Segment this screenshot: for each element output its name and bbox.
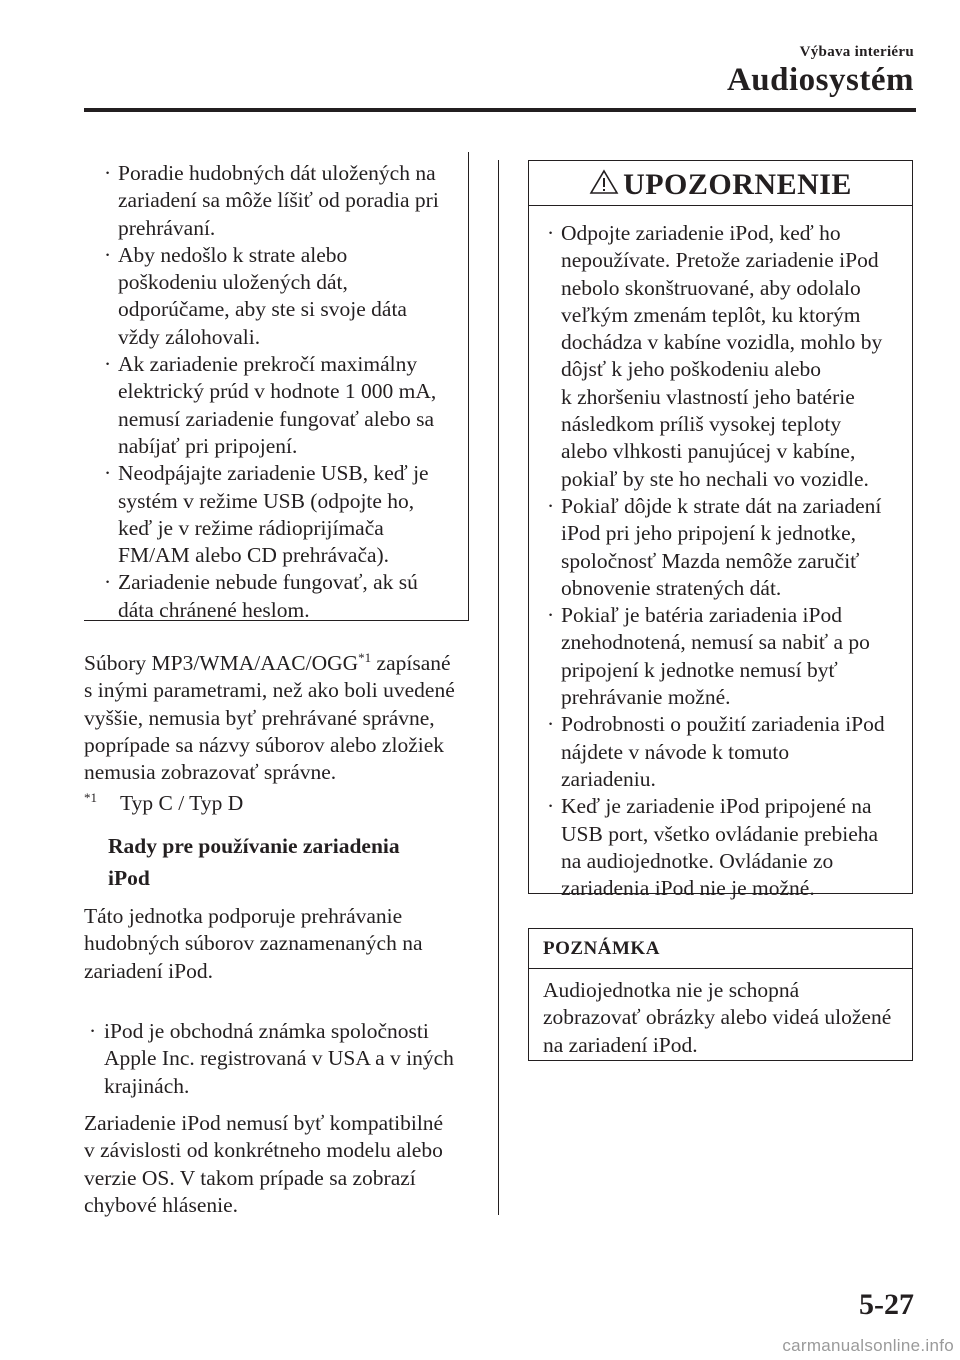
text-fragment: Súbory MP3/WMA/AAC/OGG <box>84 651 359 675</box>
text-line: s inými parametrami, než ako boli uvedené <box>84 678 455 703</box>
text-line: pokiaľ by ste ho nechali vo vozidle. <box>561 466 869 491</box>
text-line: nájdete v návode k tomuto <box>561 739 790 764</box>
warning-triangle-icon <box>589 169 619 195</box>
text-line: zariadení iPod. <box>84 958 213 983</box>
text-line: prehrávaní. <box>118 215 216 240</box>
bullet-dot-icon: · <box>104 352 112 377</box>
text-line: odporúčame, aby ste si svoje dáta <box>118 297 407 322</box>
text-line: nemusí zariadenie fungovať alebo sa <box>118 406 435 431</box>
text-line: vždy zálohovali. <box>118 324 261 349</box>
text-line: Podrobnosti o použití zariadenia iPod <box>561 712 885 737</box>
text-line: zobrazovať obrázky alebo videá uložené <box>543 1005 892 1030</box>
watermark: carmanualsonline.info <box>782 1336 954 1355</box>
text-line: iPod pri jeho pripojení k jednotke, <box>561 521 856 546</box>
text-line: k zhoršeniu vlastností jeho batérie <box>561 384 855 409</box>
footnote-mark: *1 <box>84 789 97 805</box>
text-line: hudobných súborov zaznamenaných na <box>84 931 423 956</box>
text-line: Audiojednotka nie je schopná <box>543 978 800 1002</box>
trademark-bullet <box>84 1018 484 1100</box>
bullet-dot-icon: · <box>89 1019 97 1043</box>
header-title: Audiosystém <box>726 62 914 98</box>
bullet-dot-icon: · <box>547 712 555 737</box>
text-line: pripojení k jednotke nemusí byť <box>561 657 838 682</box>
bullet-dot-icon: · <box>547 493 555 518</box>
caution-title: UPOZORNENIE <box>623 168 852 201</box>
caution-bullet-list <box>529 206 912 902</box>
text-line: nepoužívate. Pretože zariadenie iPod <box>561 248 879 273</box>
text-line: nebolo skonštruované, aby odolalo <box>561 275 861 300</box>
text-line: elektrický prúd v hodnote 1 000 mA, <box>118 379 437 404</box>
text-line: zariadenia iPod nie je možné. <box>561 876 815 901</box>
header-subtitle: Výbava interiéru <box>799 44 914 60</box>
text-line: v závislosti od konkrétneho modelu alebo <box>84 1138 443 1163</box>
bullet-dot-icon: · <box>104 242 112 267</box>
text-fragment: zapísané <box>371 651 451 675</box>
text-line: zariadení sa môže líšiť od poradia pri <box>118 188 439 213</box>
note-bullet-item <box>84 460 468 569</box>
section-title-line: iPod <box>108 866 150 890</box>
caution-bullet-item <box>529 220 912 493</box>
text-line: Neodpájajte zariadenie USB, keď je <box>118 461 429 486</box>
text-line: systém v režime USB (odpojte ho, <box>118 488 415 513</box>
section-title-line: Rady pre používanie zariadenia <box>108 834 400 858</box>
note-box-left <box>84 152 469 621</box>
files-paragraph <box>84 650 484 786</box>
text-line: chybové hlásenie. <box>84 1192 239 1217</box>
trademark-note <box>84 1018 484 1100</box>
text-line: nemusia zobrazovať správne. <box>84 760 337 785</box>
caution-bullet-item <box>529 711 912 793</box>
footnote-text: Typ C / Typ D <box>120 791 244 815</box>
note-bullet-item <box>84 569 468 624</box>
text-line: prehrávanie možné. <box>561 685 731 710</box>
text-line: dáta chránené heslom. <box>118 597 310 622</box>
caution-bullet-item <box>529 793 912 902</box>
text-line: Zariadenie iPod nemusí byť kompatibilné <box>84 1111 444 1135</box>
compatibility-paragraph <box>84 1110 484 1219</box>
bullet-dot-icon: · <box>104 570 112 595</box>
text-line: na zariadení iPod. <box>543 1032 698 1057</box>
section-title <box>108 830 448 894</box>
caution-bullet-item <box>529 493 912 602</box>
text-line: Ak zariadenie prekročí maximálny <box>118 352 418 377</box>
note-box-right <box>528 928 913 1061</box>
text-line: krajinách. <box>104 1073 190 1098</box>
note-bullet-item <box>84 351 468 460</box>
text-line: zariadeniu. <box>561 766 656 791</box>
header-rule <box>84 108 916 112</box>
bullet-dot-icon: · <box>547 603 555 628</box>
note-bullet-item <box>84 160 468 242</box>
text-line <box>84 650 484 677</box>
text-line: vyššie, nemusia byť prehrávané správne, <box>84 705 435 730</box>
note-bullet-list <box>84 152 468 624</box>
footnote <box>84 790 243 817</box>
text-line: Zariadenie nebude fungovať, ak sú <box>118 570 418 595</box>
text-line: iPod je obchodná známka spoločnosti <box>104 1019 429 1043</box>
text-line: USB port, všetko ovládanie prebieha <box>561 821 879 846</box>
text-line: Odpojte zariadenie iPod, keď ho <box>561 221 841 245</box>
text-line: alebo vlhkosti panujúcej v kabíne, <box>561 439 856 464</box>
text-line: Pokiaľ je batéria zariadenia iPod <box>561 603 842 628</box>
text-line: následkom príliš vysokej teploty <box>561 412 842 437</box>
section-intro <box>84 903 484 985</box>
text-line: Poradie hudobných dát uložených na <box>118 161 436 185</box>
text-line: FM/AM alebo CD prehrávača). <box>118 543 390 568</box>
text-line: Keď je zariadenie iPod pripojené na <box>561 794 872 819</box>
text-line: keď je v režime rádioprijímača <box>118 515 384 540</box>
text-line: dochádza v kabíne vozidla, mohlo by <box>561 330 883 355</box>
page-number: 5-27 <box>859 1288 914 1321</box>
caution-header <box>529 161 912 206</box>
text-line: poprípade sa názvy súborov alebo zložiek <box>84 732 444 757</box>
text-line: znehodnotená, nemusí sa nabiť a po <box>561 630 870 655</box>
bullet-dot-icon: · <box>547 221 555 245</box>
text-line: poškodeniu uložených dát, <box>118 270 348 295</box>
text-line: Táto jednotka podporuje prehrávanie <box>84 904 403 928</box>
text-line: Apple Inc. registrovaná v USA a v iných <box>104 1046 454 1071</box>
note-body <box>529 969 912 1059</box>
text-line: obnovenie stratených dát. <box>561 575 782 600</box>
bullet-dot-icon: · <box>104 461 112 486</box>
footnote-label <box>84 790 120 817</box>
bullet-dot-icon: · <box>547 794 555 819</box>
caution-box <box>528 160 913 901</box>
text-line: nabíjať pri pripojení. <box>118 433 298 458</box>
text-line: na audiojednotke. Ovládanie zo <box>561 848 834 873</box>
text-line: spoločnosť Mazda nemôže zaručiť <box>561 548 860 573</box>
column-divider <box>498 160 499 1215</box>
bullet-dot-icon: · <box>104 161 112 185</box>
footnote-ref: *1 <box>358 649 372 665</box>
text-line: Pokiaľ dôjde k strate dát na zariadení <box>561 493 882 518</box>
text-line: dôjsť k jeho poškodeniu alebo <box>561 357 821 382</box>
text-line: Aby nedošlo k strate alebo <box>118 242 348 267</box>
caution-bullet-item <box>529 602 912 711</box>
text-line: verzie OS. V takom prípade sa zobrazí <box>84 1165 416 1190</box>
note-bullet-item <box>84 242 468 351</box>
note-title: POZNÁMKA <box>529 929 912 969</box>
text-line: veľkým zmenám teplôt, ku ktorým <box>561 302 861 327</box>
